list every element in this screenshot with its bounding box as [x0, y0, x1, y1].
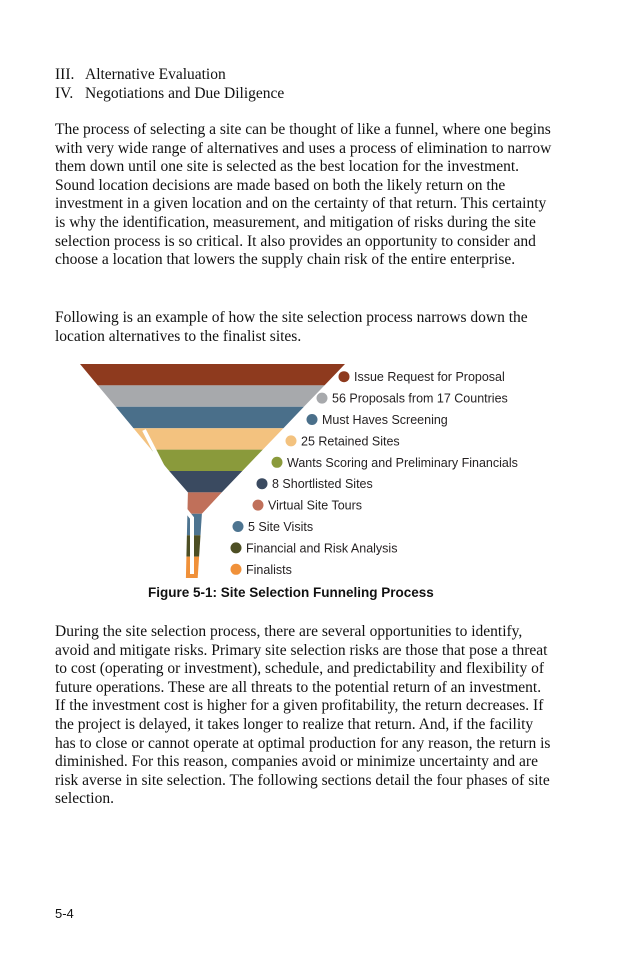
- funnel-band: [151, 450, 262, 471]
- funnel-band: [80, 364, 345, 385]
- stage-label: Finalists: [246, 562, 292, 577]
- legend-dot: [253, 500, 264, 511]
- stage-label: Virtual Site Tours: [268, 498, 363, 513]
- legend-dot: [339, 371, 350, 382]
- list-item: IV. Negotiations and Due Diligence: [55, 84, 285, 102]
- stage-label: Financial and Risk Analysis: [246, 541, 398, 556]
- legend-dot: [231, 564, 242, 575]
- legend-dot: [317, 393, 328, 404]
- funnel-band: [116, 407, 304, 428]
- phase-list: [55, 66, 284, 103]
- legend-dot: [286, 435, 297, 446]
- list-item: III. Alternative Evaluation: [55, 66, 226, 83]
- legend-dot: [231, 542, 242, 553]
- stage-label: Wants Scoring and Preliminary Financials: [287, 455, 518, 470]
- legend-dot: [272, 457, 283, 468]
- page-number: 5-4: [55, 906, 74, 921]
- body-paragraph: During the site selection process, there are several opportunities to identify, avoid and mitigate risks. Primary site selection risks are those that pose a threat to cost (operating or investment), schedule, and predictability and flexibility of future operations. These are all threats to the potential return of an investment. If the investment cost is higher for a given profitability, the return decreases. If the project is delayed, it takes longer to realize that return. And, if the facility has to close or cannot operate at optimal production for any reason, the return is diminished. For this reason, companies avoid or minimize uncertainty and are risk averse in site selection. The following sections detail the four phases of site selection.: [55, 623, 551, 808]
- stage-label: Issue Request for Proposal: [354, 370, 505, 385]
- stage-label: 25 Retained Sites: [301, 434, 400, 449]
- funnel-band: [98, 385, 325, 406]
- stage-label: Must Haves Screening: [322, 413, 448, 427]
- body-paragraph: Following is an example of how the site selection process narrows down the location alternatives to the finalist sites.: [55, 309, 528, 345]
- funnel-band: [169, 471, 242, 492]
- stage-label: 56 Proposals from 17 Countries: [332, 391, 508, 406]
- legend-dot: [307, 414, 318, 425]
- figure-caption: Figure 5-1: Site Selection Funneling Process: [148, 585, 434, 600]
- stage-label: 8 Shortlisted Sites: [272, 477, 373, 492]
- funnel-band: [134, 428, 284, 449]
- funnel-band: [187, 492, 221, 513]
- legend-dot: [257, 478, 268, 489]
- legend-dot: [233, 521, 244, 532]
- body-paragraph: The process of selecting a site can be thought of like a funnel, where one begins with very wide range of alternatives and uses a process of elimination to narrow them down until one site is selected as the best location for the investment. Sound location decisions are made based on both the likely return on the investment in a given location and on the certainty of that return. This certainty is why the identification, measurement, and mitigation of risks during the site selection process is so critical. It also provides an opportunity to consider and choose a location that lowers the supply chain risk of the entire enterprise.: [55, 121, 552, 269]
- stage-label: 5 Site Visits: [248, 520, 314, 534]
- funnel-figure: [78, 360, 548, 578]
